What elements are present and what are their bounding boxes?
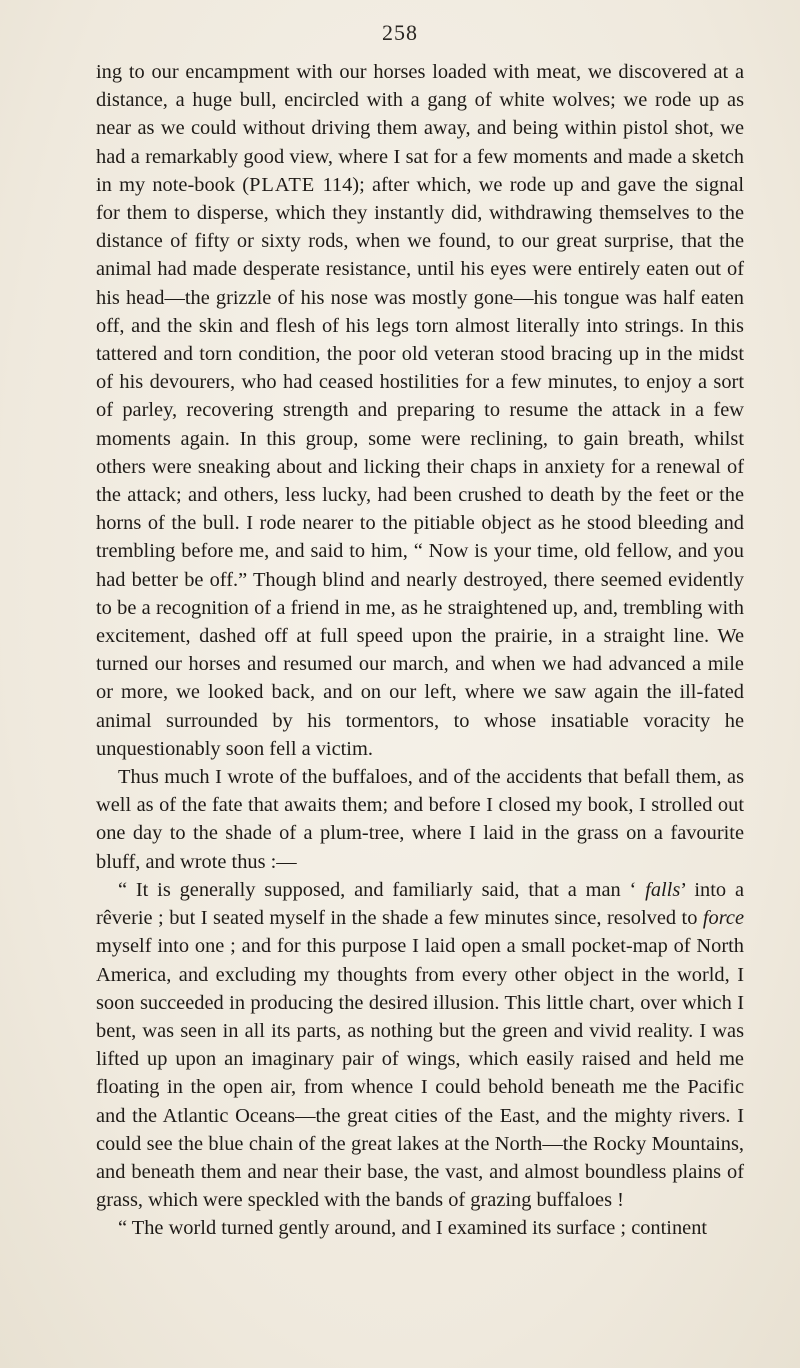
italic-text: force bbox=[702, 907, 744, 930]
text-segment: ; but I seated myself in the shade a few minutes since, resolved to bbox=[152, 907, 703, 930]
text-segment: rêverie bbox=[96, 907, 153, 930]
text-segment: ing to our encampment with our horses loaded with meat, we discovered at a distance, a huge bull, encircled with a gang of white wolves; we rode up as near as we could without driving them away, and being within pistol shot, we had a remarkably good view, where I sat for a few moments and made a sketch in my note-book ( bbox=[96, 61, 744, 196]
text-segment: Thus much I wrote of the buffaloes, and of the accidents that befall them, as well as of the fate that awaits them; and before I closed my book, I strolled out one day to the shade of a plum-tree, where I laid in the grass on a favourite bluff, and wrote thus :— bbox=[96, 766, 744, 873]
page-number: 258 bbox=[382, 20, 418, 45]
body-text bbox=[96, 58, 744, 1243]
text-segment: ’ into a bbox=[680, 878, 744, 901]
text-segment: “ It is generally supposed, and familiarly said, that a man ‘ bbox=[118, 878, 646, 901]
text-segment: “ The world turned gently around, and I examined its surface ; continent bbox=[118, 1217, 708, 1240]
plate-reference: PLATE bbox=[249, 173, 316, 196]
paragraph bbox=[96, 763, 744, 876]
paragraph bbox=[96, 58, 744, 763]
text-segment: 114); after which, we rode up and gave the signal for them to disperse, which they instantly did, withdrawing themselves to the distance of fifty or sixty rods, when we found, to our great surprise, that the animal had made desperate resistance, until his eyes were entirely eaten out of his head—the grizzle of his nose was mostly gone—his tongue was half eaten off, and the skin and flesh of his legs torn almost literally into strings. In this tattered and torn condition, the poor old veteran stood bracing up in the midst of his devourers, who had ceased hostilities for a few minutes, to enjoy a sort of parley, recovering strength and preparing to resume the attack in a few moments again. In this group, some were reclining, to gain breath, whilst others were sneaking about and licking their chaps in anxiety for a renewal of the attack; and others, less lucky, had been crushed to death by the feet or the horns of the bull. I rode nearer to the pitiable object as he stood bleeding and trembling before me, and said to him, “ Now is your time, old fellow, and you had better be off.” Though blind and nearly destroyed, there seemed evidently to be a recognition of a friend in me, as he straightened up, and, trembling with excitement, dashed off at full speed upon the prairie, in a straight line. We turned our horses and resumed our march, and when we had advanced a mile or more, we looked back, and on our left, where we saw again the ill-fated animal surrounded by his tormentors, to whose insatiable voracity he unquestionably soon fell a victim. bbox=[96, 173, 744, 760]
text-segment: myself into one ; and for this purpose I laid open a small pocket-map of North America, and excluding my thoughts from every other object in the world, I soon succeeded in producing the desired illusion. This little chart, over which I bent, was seen in all its parts, as nothing but the green and vivid reality. I was lifted up upon an imaginary pair of wings, which easily raised and held me floating in the open air, from whence I could behold beneath me the Pacific and the Atlantic Oceans—the great cities of the East, and the mighty rivers. I could see the blue chain of the great lakes at the North—the Rocky Mountains, and beneath them and near their base, the vast, and almost boundless plains of grass, which were speckled with the bands of grazing buffaloes ! bbox=[96, 935, 744, 1212]
italic-text: falls bbox=[645, 878, 681, 901]
paragraph bbox=[96, 1214, 744, 1242]
paragraph bbox=[96, 876, 744, 1214]
